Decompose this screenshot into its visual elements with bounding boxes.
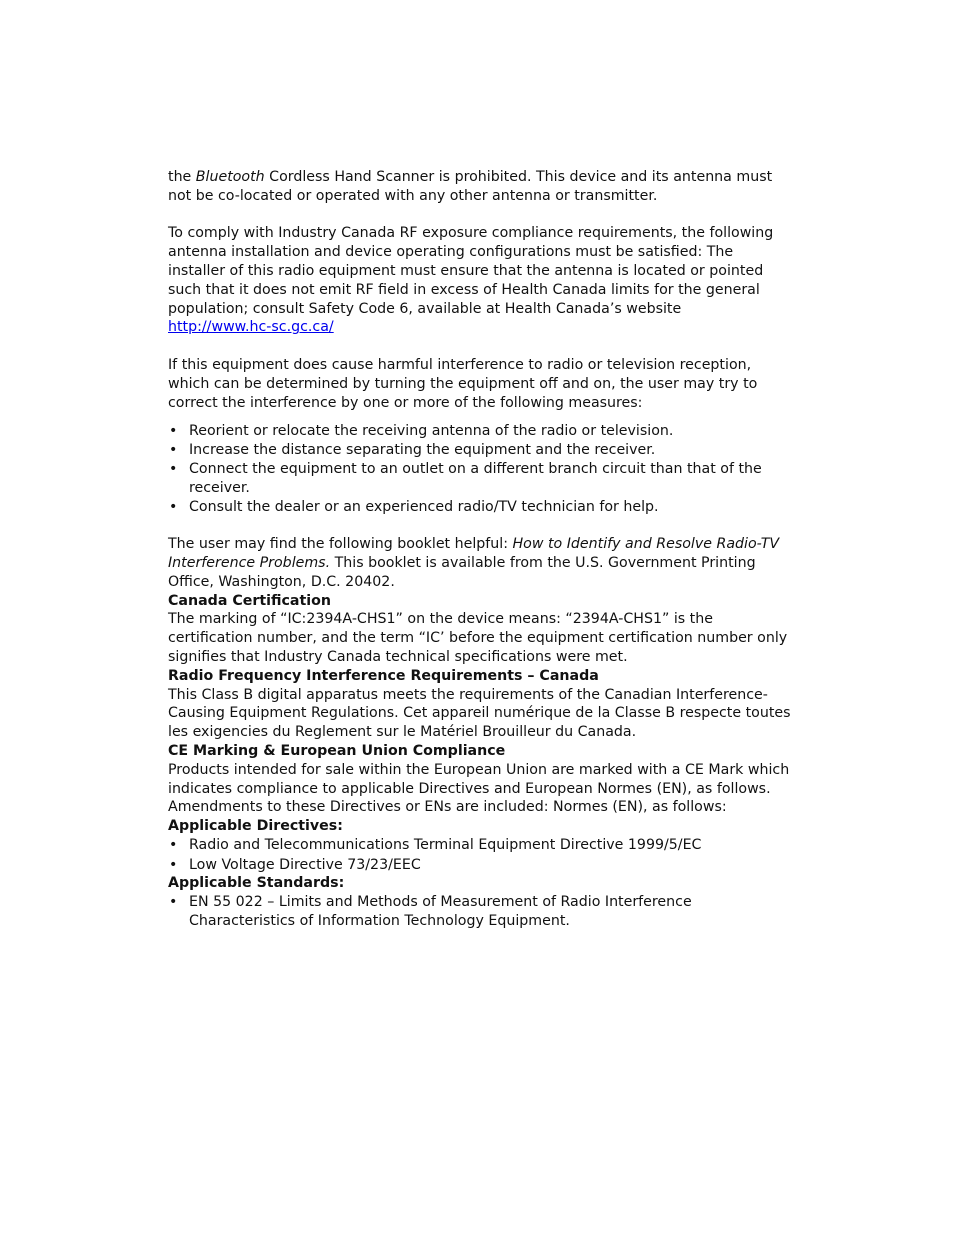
paragraph-rf-exposure: To comply with Industry Canada RF exposure compliance requirements, the following antenna installation and device operating configurations must be satisfied: The installer of this radio equipment must ensure that the antenna is located or pointed such that it does not emit RF field in excess of Health Canada limits for the general population; consult Safety Code 6, available at Health Canada’s website http://www.hc-sc.gc.ca/ (168, 225, 774, 336)
heading-applicable-standards: Applicable Standards: (168, 875, 345, 892)
list-item: • Radio and Telecommunications Terminal Equipment Directive 1999/5/EC (169, 836, 702, 853)
booklet-title: How to Identify and Resolve Radio-TV Interference Problems. (168, 536, 780, 571)
measures-list (168, 422, 794, 516)
health-canada-link[interactable]: http://www.hc-sc.gc.ca/ (168, 319, 334, 336)
paragraph-ce-marking: Products intended for sale within the European Union are marked with a CE Mark which indicates compliance to applicable Directives and European Normes (EN), as follows. Amendments to these Directives or ENs are included: Normes (EN), as follows: (168, 761, 790, 816)
heading-ce-marking: CE Marking & European Union Compliance (168, 742, 506, 759)
bullet-icon: • (169, 460, 178, 477)
list-item: • Consult the dealer or an experienced radio/TV technician for help. (169, 498, 659, 515)
bullet-icon: • (169, 856, 178, 873)
document-page (168, 168, 794, 931)
list-item: • Reorient or relocate the receiving antenna of the radio or television. (169, 423, 674, 440)
heading-canada-certification: Canada Certification (168, 592, 331, 609)
directives-list (168, 836, 794, 875)
heading-applicable-directives: Applicable Directives: (168, 818, 343, 835)
list-item: • EN 55 022 – Limits and Methods of Measurement of Radio Interference Characteristics of Information Technology Equipment. (169, 894, 692, 930)
bullet-icon: • (169, 836, 178, 853)
standards-list (168, 893, 794, 931)
list-item: • Low Voltage Directive 73/23/EEC (169, 856, 421, 873)
paragraph-rfi-canada: This Class B digital apparatus meets the requirements of the Canadian Interference-Causing Equipment Regulations. Cet appareil numérique de la Classe B respecte toutes les exigencies du Reglement sur le Matériel Brouilleur du Canada. (168, 686, 791, 741)
bluetooth-term: Bluetooth (195, 169, 265, 185)
paragraph-interference: If this equipment does cause harmful interference to radio or television reception, which can be determined by turning the equipment off and on, the user may try to correct the interference by one or more of the following measures: (168, 356, 758, 411)
list-item: • Increase the distance separating the equipment and the receiver. (169, 442, 656, 459)
bullet-icon: • (169, 894, 178, 911)
paragraph-canada-certification: The marking of “IC:2394A-CHS1” on the device means: “2394A-CHS1” is the certification number, and the term “IC’ before the equipment certification number only signifies that Industry Canada technical specifications were met. (168, 611, 788, 665)
paragraph-booklet: The user may find the following booklet helpful: How to Identify and Resolve Radio-TV Interference Problems. This booklet is available from the U.S. Government Printing Office, Washington, D.C. 20402. (168, 536, 780, 590)
paragraph-prohibition: the Bluetooth Cordless Hand Scanner is prohibited. This device and its antenna must not be co-located or operated with any other antenna or transmitter. (168, 169, 773, 204)
bullet-icon: • (169, 423, 178, 440)
bullet-icon: • (169, 498, 178, 515)
heading-rfi-canada: Radio Frequency Interference Requirements – Canada (168, 667, 599, 684)
bullet-icon: • (169, 442, 178, 459)
list-item: • Connect the equipment to an outlet on a different branch circuit than that of the receiver. (169, 460, 762, 496)
